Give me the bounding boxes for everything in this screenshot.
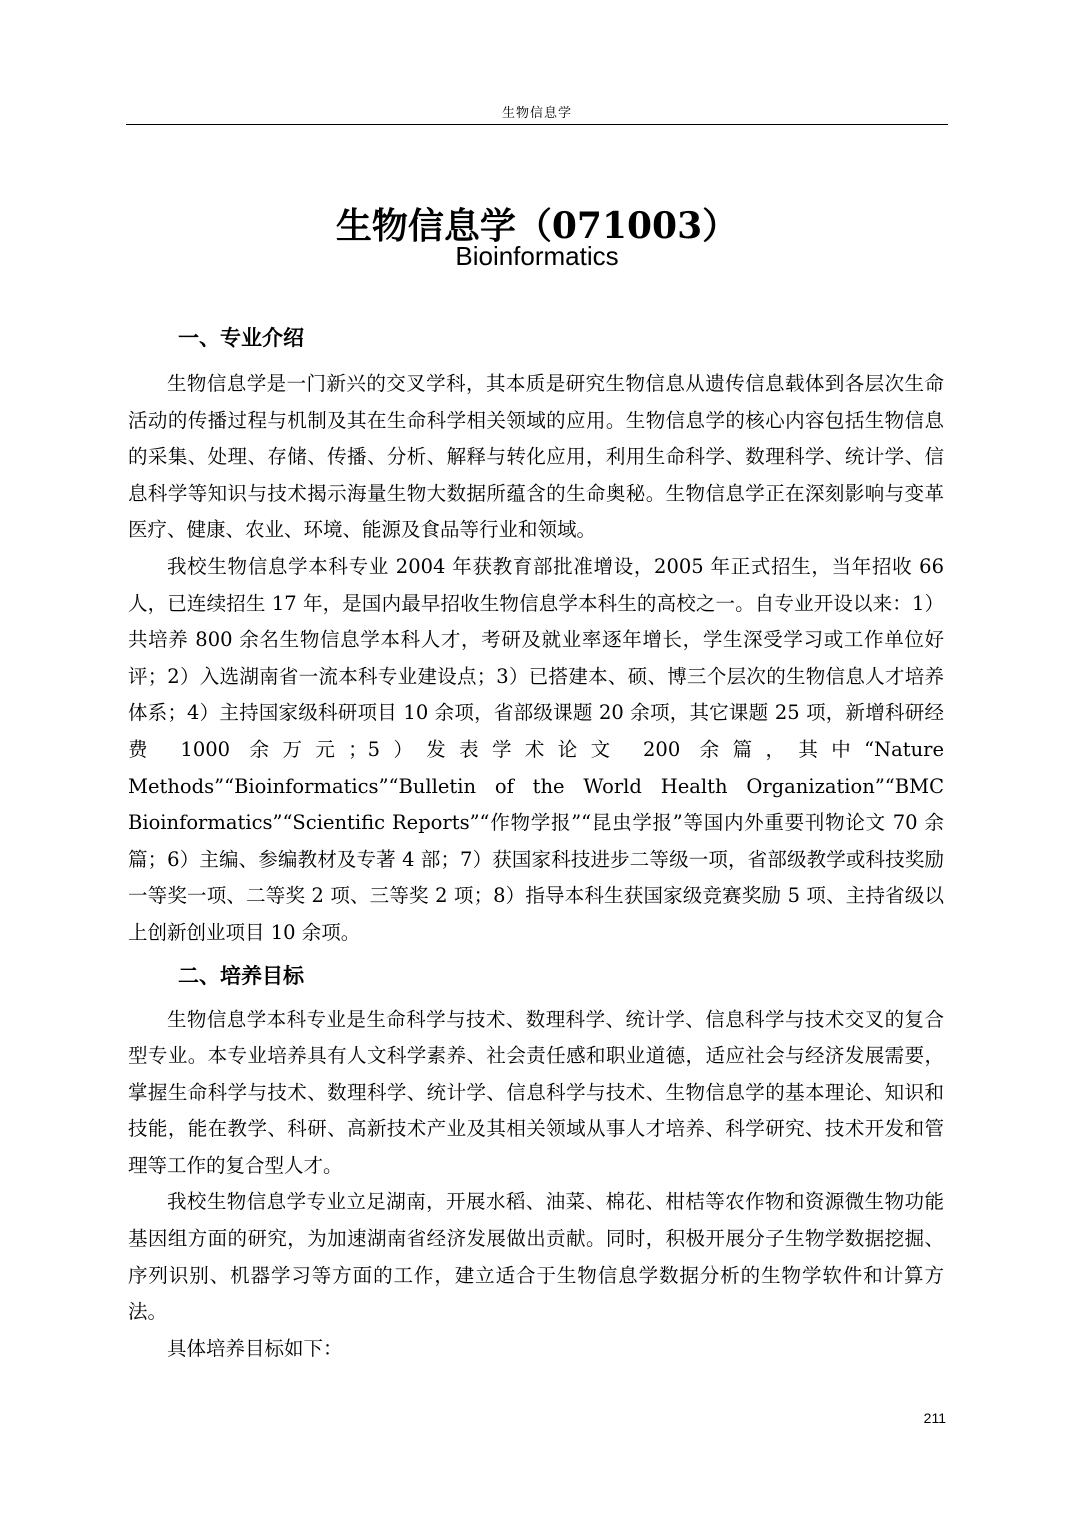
page-title: 生物信息学（071003） [335,205,739,248]
paragraph: 我校生物信息学本科专业 2004 年获教育部批准增设，2005 年正式招生，当年招收 66 人，已连续招生 17 年，是国内最早招收生物信息学本科生的高校之一。自专业开设以来：1）共培养 800 余名生物信息学本科人才，考研及就业率逐年增长，学生深受学习或工作单位好评；2）入选湖南省一流本科专业建设点；3）已搭建本、硕、博三个层次的生物信息人才培养体系；4）主持国家级科研项目 10 余项，省部级课题 20 余项，其它课题 25 项，新增科研经费 1000 余万元；5）发表学术论文 200 余篇，其中“Nature Methods”“Bioinformatics”“Bulletin of the World Health Organization”“BMC Bioinformatics”“Scientific Reports”“作物学报”“昆虫学报”等国内外重要刊物论文 70 余篇；6）主编、参编教材及专著 4 部；7）获国家科技进步二等级一项，省部级教学或科技奖励一等奖一项、二等奖 2 项、三等奖 2 项；8）指导本科生获国家级竞赛奖励 5 项、主持省级以上创新创业项目 10 余项。 [128,554,944,944]
header-divider [126,124,948,125]
page-number: 211 [923,1410,946,1426]
paragraph: 生物信息学本科专业是生命科学与技术、数理科学、统计学、信息科学与技术交叉的复合型专业。本专业培养具有人文科学素养、社会责任感和职业道德，适应社会与经济发展需要，掌握生命科学与技术、数理科学、统计学、信息科学与技术、生物信息学的基本理论、知识和技能，能在教学、科研、高新技术产业及其相关领域从事人才培养、科学研究、技术开发和管理等工作的复合型人才。 [128,1007,944,1177]
paragraph: 具体培养目标如下： [167,1336,343,1360]
document-body [128,318,944,1367]
paragraph: 我校生物信息学专业立足湖南，开展水稻、油菜、棉花、柑桔等农作物和资源微生物功能基因组方面的研究，为加速湖南省经济发展做出贡献。同时，积极开展分子生物学数据挖掘、序列识别、机器学习等方面的工作，建立适合于生物信息学数据分析的生物学软件和计算方法。 [128,1190,944,1324]
section-heading-introduction: 一、专业介绍 [178,326,304,350]
page-subtitle-english: Bioinformatics [455,241,619,271]
section-heading-objectives: 二、培养目标 [178,963,304,988]
running-header: 生物信息学 [501,106,572,121]
paragraph: 生物信息学是一门新兴的交叉学科，其本质是研究生物信息从遗传信息载体到各层次生命活动的传播过程与机制及其在生命科学相关领域的应用。生物信息学的核心内容包括生物信息的采集、处理、存储、传播、分析、解释与转化应用，利用生命科学、数理科学、统计学、信息科学等知识与技术揭示海量生物大数据所蕴含的生命奥秘。生物信息学正在深刻影响与变革医疗、健康、农业、环境、能源及食品等行业和领域。 [128,372,944,542]
